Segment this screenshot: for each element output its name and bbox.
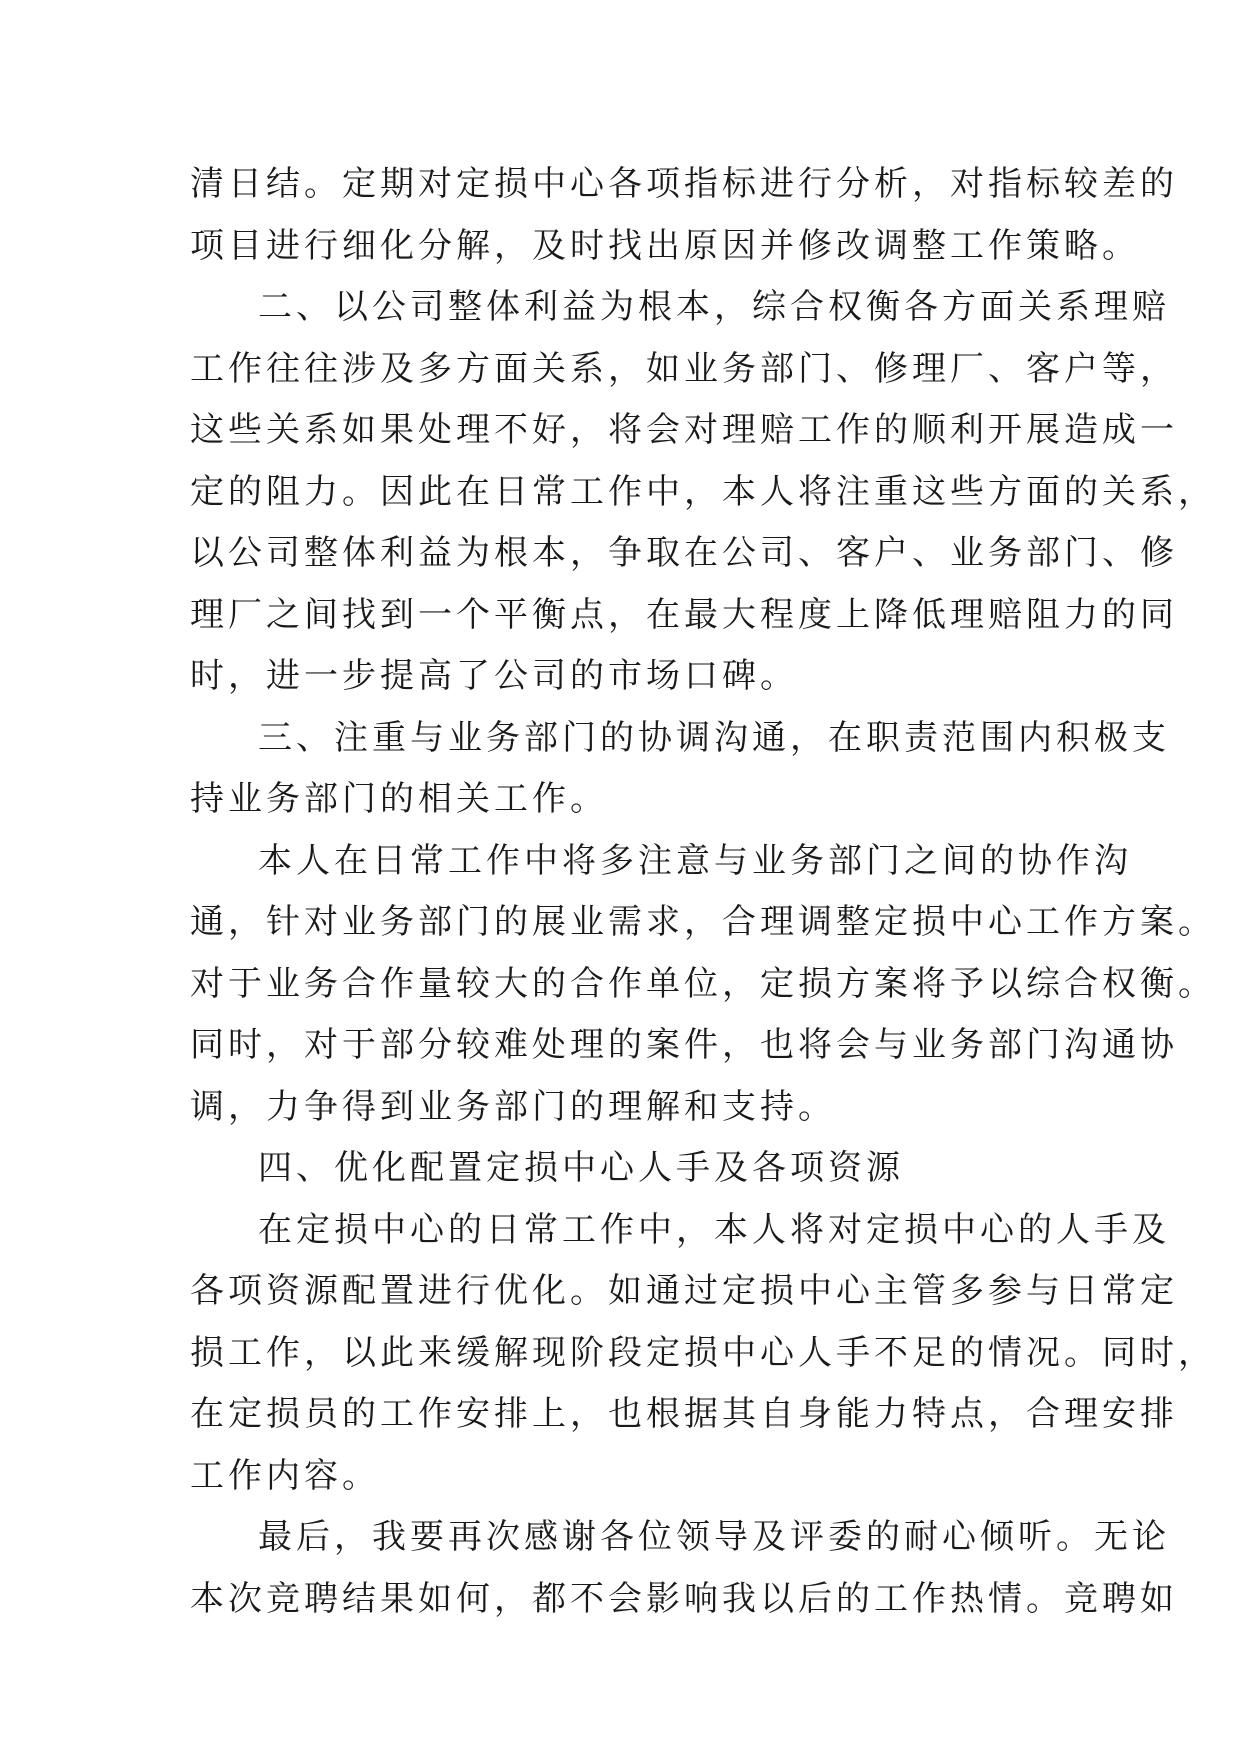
text-line: 四、优化配置定损中心人手及各项资源	[258, 1148, 904, 1188]
text-line: 本人在日常工作中将多注意与业务部门之间的协作沟	[258, 840, 1132, 881]
text-line: 定的阻力。因此在日常工作中，本人将注重这些方面的关系，	[190, 471, 1216, 512]
text-line: 在定损员的工作安排上，也根据其自身能力特点，合理安排	[190, 1394, 1178, 1434]
text-line: 持业务部门的相关工作。	[190, 779, 608, 819]
text-line: 在定损中心的日常工作中，本人将对定损中心的人手及	[258, 1209, 1170, 1250]
text-line: 二、以公司整体利益为根本，综合权衡各方面关系理赔	[258, 287, 1170, 327]
text-line: 这些关系如果处理不好，将会对理赔工作的顺利开展造成一	[190, 410, 1178, 450]
text-line: 以公司整体利益为根本，争取在公司、客户、业务部门、修	[190, 533, 1178, 573]
text-line: 各项资源配置进行优化。如通过定损中心主管多参与日常定	[190, 1271, 1178, 1311]
text-line: 工作内容。	[190, 1455, 380, 1496]
text-line: 工作往往涉及多方面关系，如业务部门、修理厂、客户等，	[190, 348, 1178, 389]
text-line: 损工作，以此来缓解现阶段定损中心人手不足的情况。同时，	[190, 1332, 1216, 1373]
text-line: 项目进行细化分解，及时找出原因并修改调整工作策略。	[190, 225, 1140, 266]
text-line: 调，力争得到业务部门的理解和支持。	[190, 1086, 836, 1127]
text-line: 对于业务合作量较大的合作单位，定损方案将予以综合权衡。	[190, 963, 1216, 1004]
text-line: 本次竞聘结果如何，都不会影响我以后的工作热情。竞聘如	[190, 1578, 1178, 1619]
text-line: 理厂之间找到一个平衡点，在最大程度上降低理赔阻力的同	[190, 594, 1178, 635]
text-line: 同时，对于部分较难处理的案件，也将会与业务部门沟通协	[190, 1025, 1178, 1065]
body-text	[190, 154, 1216, 1630]
text-line: 清日结。定期对定损中心各项指标进行分析，对指标较差的	[190, 164, 1178, 204]
text-line: 最后，我要再次感谢各位领导及评委的耐心倾听。无论	[258, 1517, 1170, 1557]
text-line: 通，针对业务部门的展业需求，合理调整定损中心工作方案。	[190, 902, 1216, 942]
text-line: 时，进一步提高了公司的市场口碑。	[190, 656, 798, 696]
text-line: 三、注重与业务部门的协调沟通，在职责范围内积极支	[258, 717, 1170, 758]
